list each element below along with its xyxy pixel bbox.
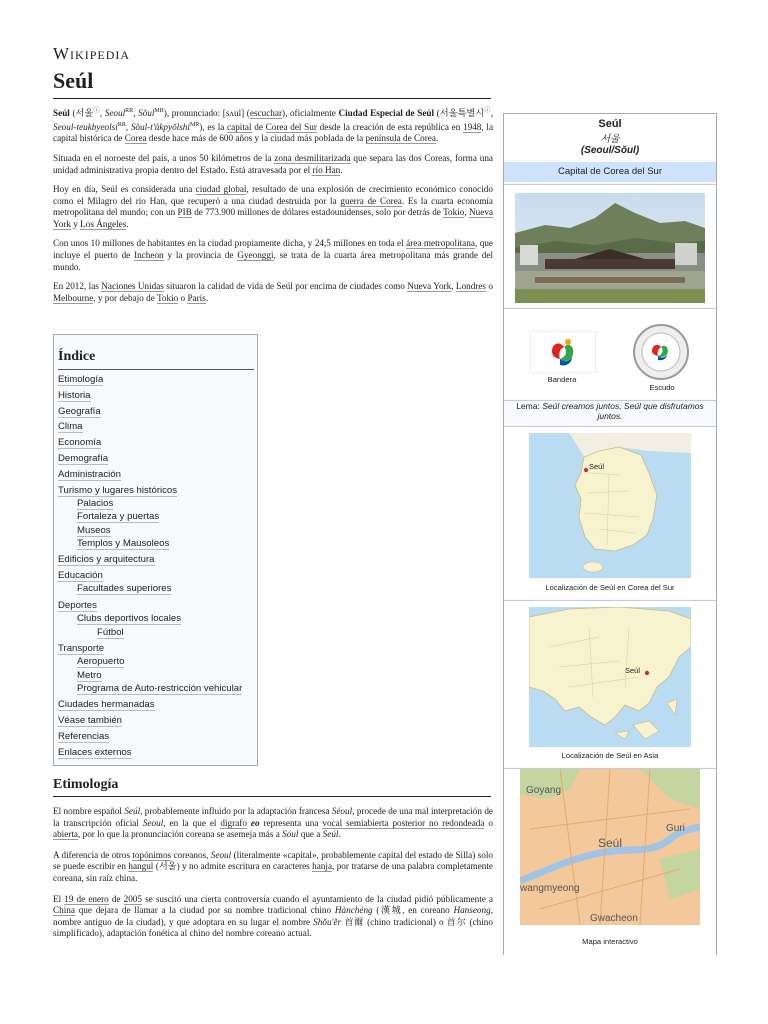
paragraph: [53, 894, 493, 940]
inline-link[interactable]: capital: [227, 121, 252, 132]
section-heading-etimologia: Etimología: [53, 777, 119, 792]
toc-item[interactable]: Ciudades hermanadas: [58, 699, 155, 711]
intro-content: [53, 106, 493, 312]
map-korea-caption: Localización de Seúl en Corea del Sur: [545, 583, 675, 592]
toc-item[interactable]: Aeropuerto: [77, 656, 125, 668]
shield-image[interactable]: [632, 323, 690, 381]
paragraph: [53, 153, 493, 176]
inline-link[interactable]: 19 de enero: [64, 893, 109, 904]
map-marker-label: Seúl: [625, 666, 641, 675]
toc-item[interactable]: Deportes: [58, 599, 97, 611]
map-place-label: wangmyeong: [520, 883, 580, 894]
inline-link[interactable]: topónimos: [132, 849, 172, 860]
infobox-native-name: 서울: [600, 134, 620, 145]
text-run: El nombre español: [53, 806, 125, 816]
toc-item[interactable]: Metro: [77, 669, 102, 681]
inline-link[interactable]: escuchar: [249, 108, 283, 119]
toc-item[interactable]: Templos y Mausoleos: [77, 537, 170, 549]
toc-item[interactable]: Edificios y arquitectura: [58, 554, 155, 566]
inline-link[interactable]: Los Ángeles: [80, 218, 127, 229]
text-run: , por lo que la pronunciación coreana se asemeja más a: [78, 829, 283, 840]
inline-link[interactable]: China: [53, 905, 75, 916]
toc-item[interactable]: Palacios: [77, 497, 114, 509]
text-run: Ciudad Especial de Seúl: [338, 108, 435, 119]
inline-link[interactable]: 1948: [463, 121, 482, 132]
toc-item[interactable]: Turismo y lugares históricos: [58, 484, 178, 496]
infobox-photo-section: [504, 184, 716, 307]
text-run: .: [126, 218, 129, 229]
text-run: Seoul: [104, 108, 126, 119]
text-run: Seúl: [124, 806, 141, 816]
text-run: , por tratarse de una palabra completamente coreana, sin raíz china.: [53, 861, 494, 883]
text-run: Con unos 10 millones de habitantes en la ciudad propiamente dicha, y 24,5 millones en toda el: [53, 238, 407, 249]
text-run: ,: [490, 108, 493, 119]
inline-link[interactable]: Tokio: [443, 207, 465, 218]
etimologia-content: [53, 806, 493, 949]
title-divider: [53, 98, 491, 99]
text-run: Seoul: [210, 849, 232, 860]
asia-location-map[interactable]: [529, 607, 691, 747]
text-run: o: [484, 817, 494, 828]
infobox-romanization: (Seoul/Sŏul): [580, 145, 640, 156]
text-run: desde la creación de esta república en: [316, 121, 464, 132]
text-run: de: [108, 893, 124, 904]
inline-link[interactable]: hangul: [128, 861, 154, 872]
text-run: Seoul-teukbyeolsi: [53, 121, 118, 132]
inline-link[interactable]: zona desmilitarizada: [274, 152, 351, 163]
infobox-name: Seúl: [598, 118, 622, 130]
paragraph: [53, 281, 493, 304]
text-run: El: [53, 893, 65, 904]
toc-item[interactable]: Véase también: [58, 715, 122, 727]
text-run: Seúl: [322, 829, 339, 840]
toc-item[interactable]: Etimología: [58, 374, 104, 385]
superscript: ⓘ: [93, 108, 100, 114]
toc-item[interactable]: Enlaces externos: [58, 746, 132, 758]
text-run: 首爾 (chino tradicional) o 首尔 (chino simplificado), adaptación fonética al chino del nombre coreano actual.: [53, 916, 493, 939]
paragraph: [53, 184, 493, 230]
korea-location-map[interactable]: [529, 433, 691, 578]
text-run: eo: [250, 817, 260, 828]
toc-item[interactable]: Administración: [58, 468, 121, 480]
infobox-map-asia-section: [504, 600, 716, 767]
table-of-contents: [53, 334, 258, 766]
text-run: .: [205, 292, 209, 303]
text-run: Séoul: [331, 806, 353, 816]
text-run: En 2012, las: [53, 281, 102, 292]
toc-item[interactable]: Transporte: [58, 643, 105, 654]
toc-item[interactable]: Fortaleza y puertas: [77, 511, 160, 523]
text-run: Situada en el noroeste del país, a unos 50 kilómetros de la: [53, 152, 275, 163]
paragraph: [53, 106, 493, 145]
map-place-label: Guri: [666, 823, 685, 834]
text-run: situaron la calidad de vida de Seúl por encima de ciudades como: [163, 281, 408, 292]
toc-item[interactable]: Educación: [58, 570, 103, 582]
inline-link[interactable]: Corea del Sur: [265, 121, 317, 132]
text-run: Sŏul: [138, 108, 155, 119]
inline-link[interactable]: Londres: [455, 281, 487, 292]
toc-item[interactable]: Demografía: [58, 453, 109, 464]
text-run: y la provincia de: [163, 250, 238, 261]
page-title: Seúl: [53, 68, 94, 93]
text-run: (서울) y no admite escritura en caracteres: [153, 861, 313, 872]
text-run: , que incluye el puerto de: [53, 238, 493, 261]
infobox-motto: [504, 400, 716, 425]
infobox: [503, 113, 717, 955]
text-run: Hànchéng: [334, 905, 373, 916]
toc-divider: [58, 369, 254, 370]
inline-link[interactable]: Corea: [124, 133, 147, 144]
text-run: , y por debajo de: [93, 292, 157, 303]
inline-link[interactable]: PIB: [177, 207, 192, 218]
interactive-map-caption: Mapa interactivo: [582, 937, 638, 946]
paragraph: [53, 806, 493, 841]
infobox-header: [504, 114, 716, 160]
text-run: o: [486, 281, 493, 292]
text-run: .: [338, 829, 341, 840]
text-run: . Es la cuarta economía metropolitana del mundo; con un: [53, 195, 493, 218]
text-run: coreanos,: [171, 849, 211, 860]
text-run: representa una: [259, 817, 323, 828]
inline-link[interactable]: península de Corea: [365, 133, 436, 144]
text-run: ,: [99, 108, 105, 119]
map-marker-label: Seúl: [589, 462, 605, 471]
infobox-interactive-map-section: [504, 768, 716, 955]
inline-link[interactable]: hanja: [312, 861, 333, 872]
text-run: Seoul: [142, 817, 164, 828]
text-run: , nombre antiguo de la ciudad), y que adoptara en su lugar el nombre: [53, 905, 494, 927]
superscript: MR: [189, 121, 200, 128]
text-run: desde hace más de 600 años y la ciudad más poblada de la: [146, 133, 366, 144]
text-run: ,: [133, 108, 139, 119]
map-place-label: Goyang: [526, 785, 562, 796]
text-run: y: [70, 218, 81, 229]
paragraph: [53, 238, 493, 273]
text-run: .: [435, 133, 439, 144]
text-run: .: [340, 164, 343, 175]
text-run: Sŏul-t'ŭkpyŏlshi: [130, 121, 190, 132]
toc-item[interactable]: Fútbol: [97, 626, 124, 638]
inline-link[interactable]: ciudad global: [195, 184, 247, 195]
toc-item[interactable]: Clubs deportivos locales: [77, 613, 181, 625]
superscript: RR: [117, 121, 126, 128]
text-run: ,: [451, 281, 456, 292]
text-run: , en la que el: [163, 817, 221, 828]
motto-text: Seúl creamos juntos, Seúl que disfrutamos juntos.: [542, 401, 704, 421]
flag-image[interactable]: [530, 331, 596, 373]
toc-item[interactable]: Programa de Auto-restricción vehicular: [77, 682, 243, 694]
text-run: de 773.900 millones de dólares estadounidenses, solo por detrás de: [191, 207, 444, 218]
interactive-map[interactable]: [520, 769, 700, 925]
wikipedia-logo[interactable]: Wikipedia: [53, 44, 131, 63]
paragraph: [53, 850, 493, 885]
text-run: se suscitó una cierta controversia cuando el ayuntamiento de la ciudad pidió públicamente a: [141, 893, 494, 904]
toc-item[interactable]: Referencias: [58, 731, 110, 742]
text-run: Sóul: [282, 829, 299, 840]
text-run: ,: [464, 207, 470, 218]
inline-link[interactable]: abierta: [53, 829, 78, 840]
inline-link[interactable]: Gyeonggi: [237, 250, 274, 261]
text-run: A diferencia de otros: [53, 849, 133, 860]
map-place-label: Gwacheon: [590, 913, 638, 924]
text-run: o: [178, 292, 188, 303]
inline-link[interactable]: vocal semiabierta posterior no redondeada: [322, 817, 485, 828]
toc-item[interactable]: Facultades superiores: [77, 583, 172, 595]
inline-link[interactable]: guerra de Corea: [340, 195, 402, 206]
inline-link[interactable]: Naciones Unidas: [101, 281, 164, 292]
text-run: Hanseong: [453, 905, 491, 916]
city-photo[interactable]: [515, 193, 705, 303]
text-run: , se trata de la cuarta área metropolitana más grande del mundo.: [53, 250, 493, 272]
map-place-label: Seúl: [598, 836, 623, 850]
toc-item[interactable]: Museos: [77, 524, 111, 536]
text-run: ), es la: [199, 121, 228, 132]
text-run: , la capital histórica de: [53, 121, 494, 144]
inline-link[interactable]: área metropolitana: [406, 238, 475, 249]
toc-item[interactable]: Historia: [58, 389, 91, 401]
text-run: (서울: [69, 108, 94, 119]
text-run: (서울특별시: [434, 108, 485, 119]
text-run: Hoy en día, Seúl es considerada una: [53, 184, 196, 195]
text-run: que dejara de llamar a la ciudad por su nombre tradicional chino: [74, 905, 335, 916]
superscript: RR: [125, 108, 134, 114]
flag-caption: Bandera: [547, 375, 577, 384]
text-run: , resultado de una explosión de crecimiento económico conocido como el Milagro del río Han, que recuperó a una ciudad destruida por la: [53, 184, 493, 206]
motto-label: Lema:: [516, 401, 540, 411]
section-divider: [53, 796, 491, 797]
text-run: Shǒu'ěr: [313, 916, 342, 927]
text-run: , probablemente influido por la adaptación francesa: [140, 806, 332, 816]
infobox-symbols-section: [504, 308, 716, 399]
inline-link[interactable]: París: [187, 292, 206, 303]
superscript: ⓘ: [484, 108, 491, 114]
inline-link[interactable]: Tokio: [156, 292, 179, 303]
text-run: que separa las dos Coreas, forma una unidad administrativa propia dentro del Estado. Está atravesada por el: [53, 152, 493, 175]
inline-link[interactable]: río Han: [312, 164, 341, 175]
text-run: ), oficialmente: [282, 108, 339, 119]
text-run: que a: [298, 829, 323, 840]
toc-item[interactable]: Clima: [58, 421, 83, 433]
inline-link[interactable]: Melbourne: [53, 292, 94, 303]
toc-item[interactable]: Geografía: [58, 405, 101, 417]
inline-link[interactable]: Nueva York: [53, 207, 494, 229]
text-run: , procede de una mal interpretación de la transcripción oficial: [53, 806, 493, 828]
toc-title: Índice: [58, 349, 96, 364]
map-asia-caption: Localización de Seúl en Asia: [561, 751, 659, 760]
shield-caption: Escudo: [649, 383, 675, 392]
text-run: de: [251, 121, 266, 132]
text-run: (漢城, en coreano: [372, 905, 454, 916]
inline-link[interactable]: dígrafo: [220, 817, 247, 828]
text-run: Seúl: [53, 108, 70, 119]
superscript: MR: [154, 108, 164, 114]
infobox-map-korea-section: [504, 426, 716, 599]
inline-link[interactable]: Nueva York: [407, 281, 452, 292]
text-run: ), pronunciado: [sʌul] (: [163, 108, 250, 119]
toc-item[interactable]: Economía: [58, 437, 102, 449]
inline-link[interactable]: Incheon: [134, 250, 164, 261]
infobox-subtitle[interactable]: Capital de Corea del Sur: [504, 162, 716, 182]
text-run: ,: [125, 121, 131, 132]
inline-link[interactable]: 2005: [123, 893, 142, 904]
text-run: (literalmente «capital», probablemente capital del estado de Silla) solo se puede escribir en: [53, 849, 493, 872]
